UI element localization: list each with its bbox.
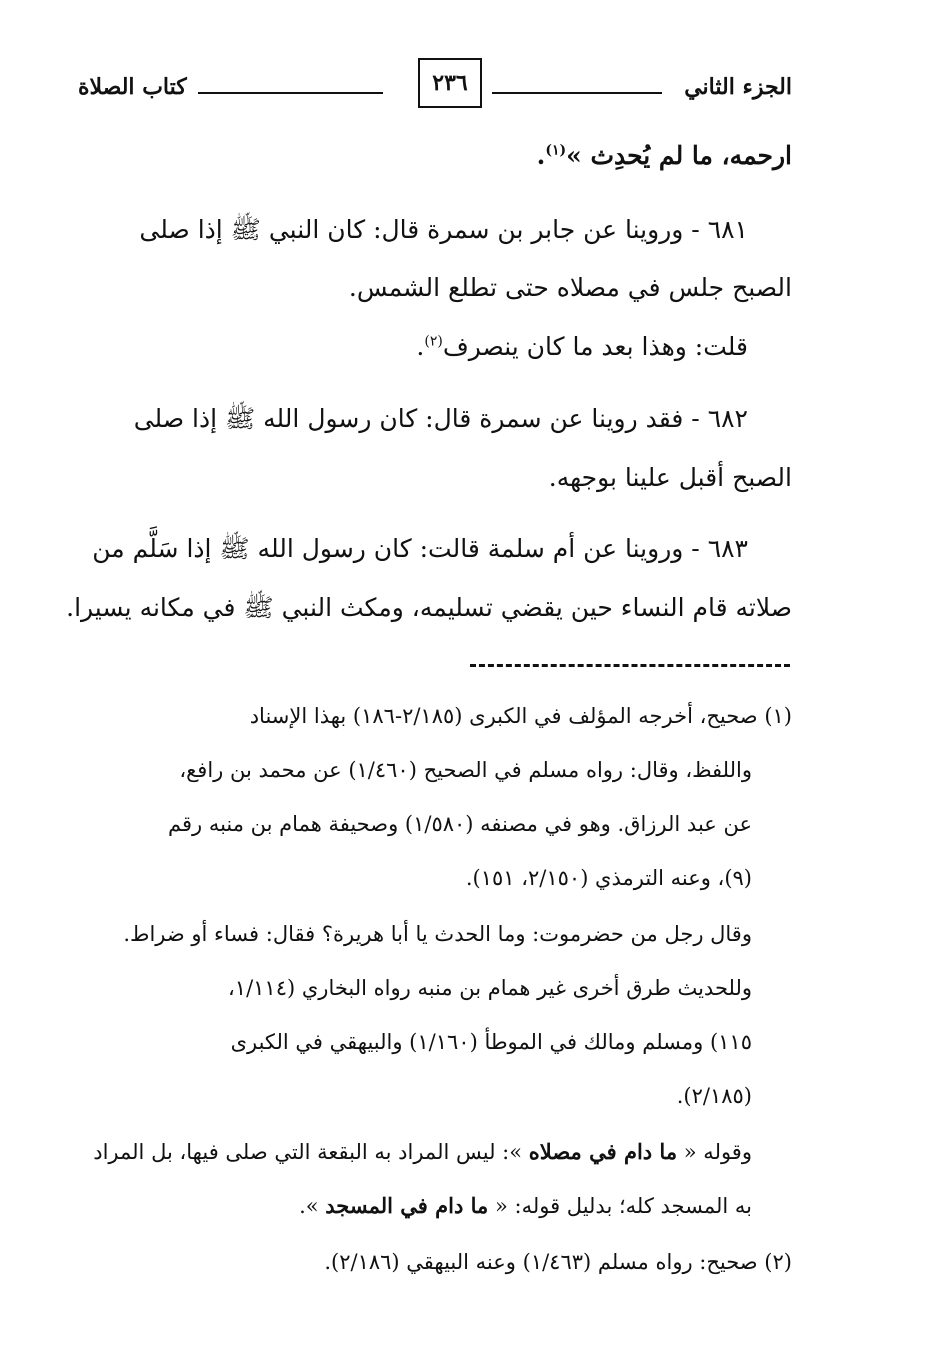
footnote-line: (١) صحيح، أخرجه المؤلف في الكبرى (٢/١٨٥-١٨٦) بهذا الإسناد bbox=[249, 704, 792, 728]
hadith-682-line: ٦٨٢ - فقد روينا عن سمرة قال: كان رسول الله ﷺ إذا صلى bbox=[133, 404, 748, 433]
footnote-line: ١١٥) ومسلم ومالك في الموطأ (١/١٦٠) والبيهقي في الكبرى bbox=[230, 1030, 752, 1054]
header-rule-left bbox=[198, 92, 383, 94]
hadith-683-line: ٦٨٣ - وروينا عن أم سلمة قالت: كان رسول الله ﷺ إذا سَلَّم من bbox=[92, 534, 748, 563]
body-line: الصبح جلس في مصلاه حتى تطلع الشمس. bbox=[348, 273, 792, 302]
footnote-ref: (١) bbox=[545, 142, 567, 159]
footnote-line: (٢) صحيح: رواه مسلم (١/٤٦٣) وعنه البيهقي (٢/١٨٦). bbox=[324, 1250, 792, 1274]
chapter-title: كتاب الصلاة bbox=[78, 74, 187, 100]
footnote-line: واللفظ، وقال: رواه مسلم في الصحيح (١/٤٦٠) عن محمد بن رافع، bbox=[179, 758, 752, 782]
footnote-line: وللحديث طرق أخرى غير همام بن منبه رواه البخاري (١/١١٤، bbox=[228, 976, 752, 1000]
footnote-line: وقوله « ما دام في مصلاه »: ليس المراد به البقعة التي صلى فيها، بل المراد bbox=[93, 1139, 752, 1164]
page-number-box bbox=[418, 58, 482, 108]
page-number: ٢٣٦ bbox=[432, 70, 468, 96]
hadith-681-line: ٦٨١ - وروينا عن جابر بن سمرة قال: كان النبي ﷺ إذا صلى bbox=[139, 215, 748, 244]
footnote-line: (٢/١٨٥). bbox=[676, 1084, 752, 1108]
volume-title: الجزء الثاني bbox=[684, 74, 792, 100]
header-rule-right bbox=[492, 92, 662, 94]
body-line: الصبح أقبل علينا بوجهه. bbox=[548, 463, 792, 492]
body-line: قلت: وهذا بعد ما كان ينصرف$^{(٢)}$. bbox=[416, 332, 748, 361]
footnote-line: به المسجد كله؛ بدليل قوله: « ما دام في المسجد ». bbox=[299, 1193, 752, 1218]
footnote-separator bbox=[470, 664, 790, 667]
body-line: ارحمه، ما لم يُحدِث »$^{(١)}$. bbox=[536, 141, 792, 170]
footnote-line: وقال رجل من حضرموت: وما الحدث يا أبا هريرة؟ فقال: فساء أو ضراط. bbox=[123, 922, 752, 946]
footnote-ref: (٢) bbox=[424, 333, 443, 350]
footnote-line: عن عبد الرزاق. وهو في مصنفه (١/٥٨٠) وصحيفة همام بن منبه رقم bbox=[167, 812, 752, 836]
running-header bbox=[78, 58, 792, 122]
body-line: صلاته قام النساء حين يقضي تسليمه، ومكث النبي ﷺ في مكانه يسيرا. bbox=[66, 593, 792, 622]
footnote-line: (٩)، وعنه الترمذي (٢/١٥٠، ١٥١). bbox=[465, 866, 752, 890]
